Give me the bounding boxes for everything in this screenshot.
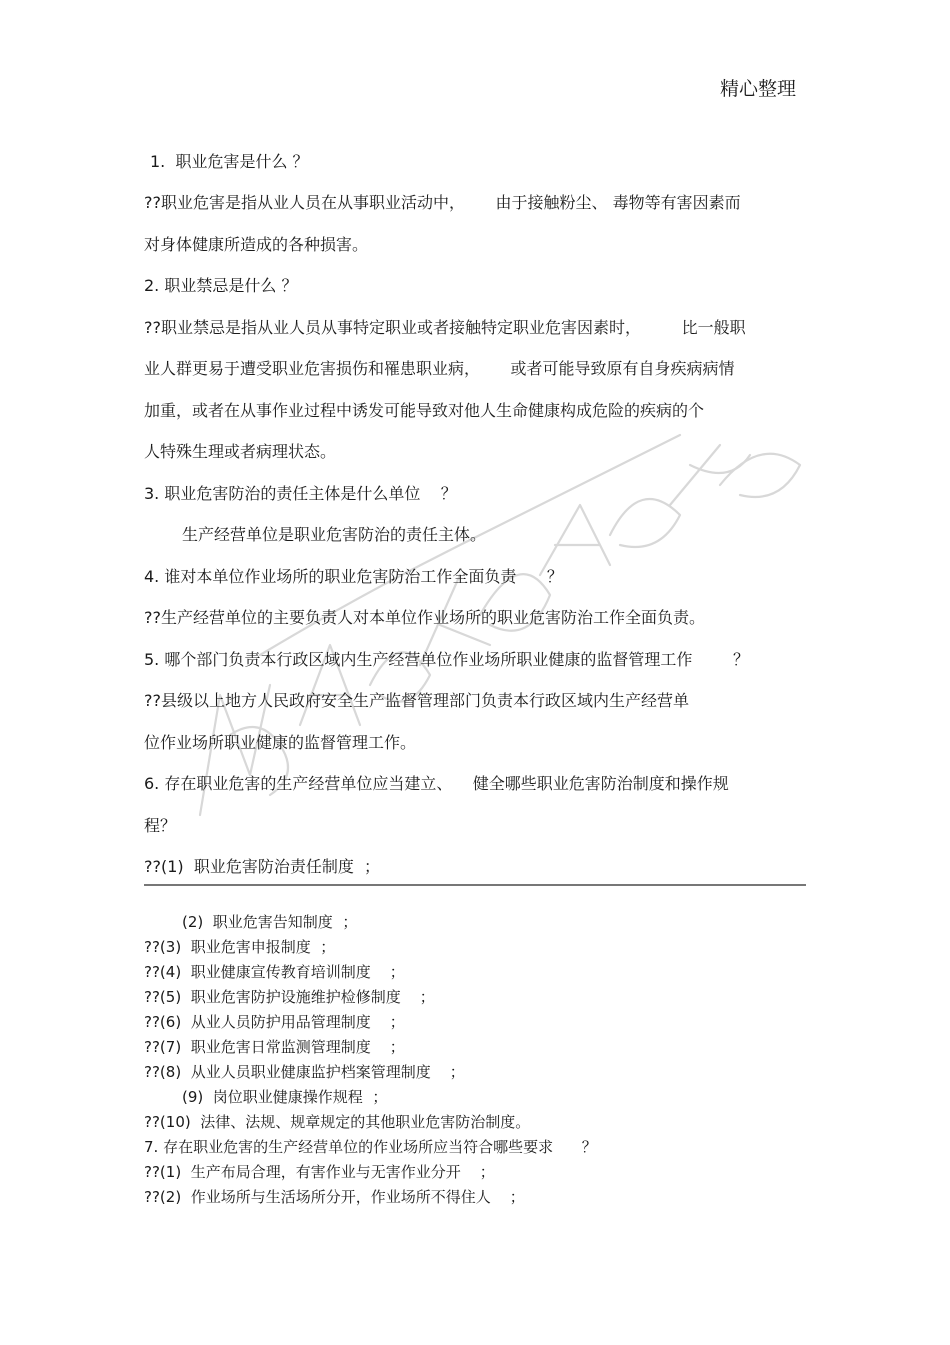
q4-answer-line1: ??生产经营单位的主要负责人对本单位作业场所的职业危害防治工作全面负责。 <box>144 608 705 627</box>
q6-item-5: ??(5) 职业危害防护设施维护检修制度 ； <box>144 988 435 1006</box>
q6-question-line2: 程？ <box>144 816 177 835</box>
q6-item-8: ??(8) 从业人员职业健康监护档案管理制度 ； <box>144 1063 465 1081</box>
header-title: 精心整理 <box>720 78 797 100</box>
q4-question: 4. 谁对本单位作业场所的职业危害防治工作全面负责 ？ <box>144 567 563 586</box>
q7-question: 7. 存在职业危害的生产经营单位的作业场所应当符合哪些要求 ？ <box>144 1138 597 1156</box>
q6-item-4: ??(4) 职业健康宣传教育培训制度 ； <box>144 963 405 981</box>
q6-item-9: (9) 岗位职业健康操作规程 ； <box>182 1088 388 1106</box>
q6-item-1: ??(1) 职业危害防治责任制度 ； <box>144 857 380 876</box>
q2-answer-line1: ??职业禁忌是指从业人员从事特定职业或者接触特定职业危害因素时， 比一般职 <box>144 318 746 337</box>
q5-answer-line1: ??县级以上地方人民政府安全生产监督管理部门负责本行政区域内生产经营单 <box>144 691 689 710</box>
q2-answer-line4: 人特殊生理或者病理状态。 <box>144 442 337 461</box>
q1-question: 1. 职业危害是什么 ？ <box>150 152 309 171</box>
q2-question: 2. 职业禁忌是什么 ？ <box>144 276 298 295</box>
q2-answer-line3: 加重，或者在从事作业过程中诱发可能导致对他人生命健康构成危险的疾病的个 <box>144 401 705 420</box>
q3-answer-line1: 生产经营单位是职业危害防治的责任主体。 <box>182 525 487 544</box>
q3-question: 3. 职业危害防治的责任主体是什么单位 ？ <box>144 484 457 503</box>
q6-item-7: ??(7) 职业危害日常监测管理制度 ； <box>144 1038 405 1056</box>
q6-question-line1: 6. 存在职业危害的生产经营单位应当建立、 健全哪些职业危害防治制度和操作规 <box>144 774 729 793</box>
q1-answer-line2: 对身体健康所造成的各种损害。 <box>144 235 369 254</box>
q1-answer-line1: ??职业危害是指从业人员在从事职业活动中， 由于接触粉尘、 毒物等有害因素而 <box>144 193 741 212</box>
q6-item-2: (2) 职业危害告知制度 ； <box>182 913 358 931</box>
q2-answer-line2: 业人群更易于遭受职业危害损伤和罹患职业病， 或者可能导致原有自身疾病病情 <box>144 359 735 378</box>
q7-item-1: ??(1) 生产布局合理，有害作业与无害作业分开 ； <box>144 1163 495 1181</box>
q5-question: 5. 哪个部门负责本行政区域内生产经营单位作业场所职业健康的监督管理工作 ？ <box>144 650 750 669</box>
q7-item-2: ??(2) 作业场所与生活场所分开，作业场所不得住人 ； <box>144 1188 525 1206</box>
q6-item-6: ??(6) 从业人员防护用品管理制度 ； <box>144 1013 405 1031</box>
q5-answer-line2: 位作业场所职业健康的监督管理工作。 <box>144 733 417 752</box>
q6-item-3: ??(3) 职业危害申报制度 ； <box>144 938 336 956</box>
page-divider <box>144 884 806 886</box>
q6-item-10: ??(10) 法律、法规、规章规定的其他职业危害防治制度。 <box>144 1113 531 1131</box>
